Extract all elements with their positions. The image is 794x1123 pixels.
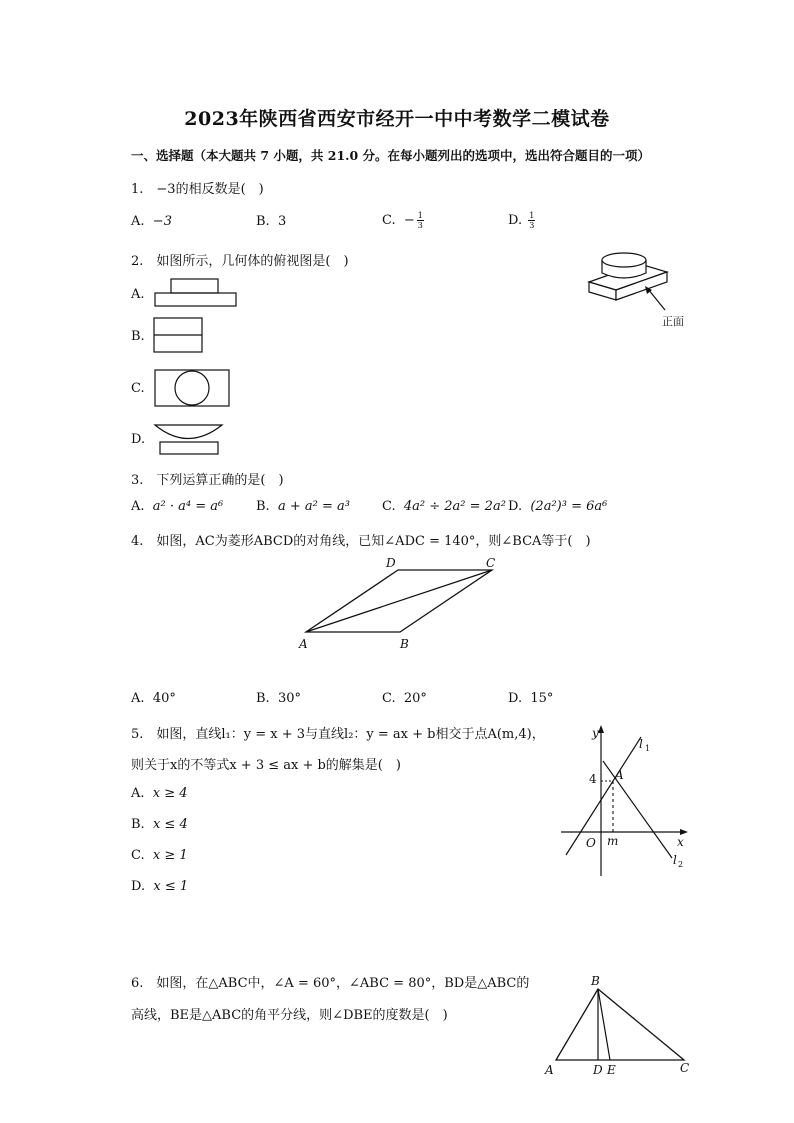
q2-stem: 2. 如图所示，几何体的俯视图是( ) — [131, 254, 349, 269]
q1-option-a: A. −3 — [131, 214, 172, 229]
intersection-label-a: A — [615, 768, 624, 782]
q4-stem: 4. 如图，AC为菱形ABCD的对角线，已知∠ADC = 140°，则∠BCA等于( ) — [131, 534, 591, 549]
section-heading: 一、选择题（本大题共 7 小题，共 21.0 分。在每小题列出的选项中，选出符合题目的一项） — [131, 148, 651, 163]
q1-option-c: C. − $\frac{1}{3}$ — [382, 211, 423, 230]
m-label: m — [607, 834, 619, 848]
l2-label: l — [673, 853, 677, 867]
tick-label-4: 4 — [589, 772, 597, 786]
y-axis-label: y — [592, 726, 599, 740]
point-label-c: C — [680, 1061, 690, 1075]
front-label: 正面 — [662, 315, 684, 328]
l2-subscript: 2 — [678, 860, 684, 869]
fraction: $\frac{1}{3}$ — [529, 211, 535, 230]
q5-option-d: D. x ≤ 1 — [131, 879, 189, 894]
q3-option-a: A. a² · a⁴ = a⁶ — [131, 499, 224, 514]
q6-stem-line2: 高线，BE是△ABC的角平分线，则∠DBE的度数是( ) — [131, 1008, 448, 1023]
q2-option-b-label: B. — [131, 329, 145, 344]
point-label-d: D — [593, 1063, 603, 1077]
q1-option-b: B. 3 — [256, 214, 287, 229]
point-label-a: A — [299, 637, 308, 651]
l1-label: l — [639, 737, 643, 751]
q3-option-c: C. 4a² ÷ 2a² = 2a² — [382, 499, 506, 514]
q4-option-a: A. 40° — [131, 691, 176, 706]
l1-subscript: 1 — [645, 744, 651, 753]
q1-stem: 1. −3的相反数是( ) — [131, 182, 264, 197]
exam-title: 2023年陕西省西安市经开一中中考数学二模试卷 — [184, 108, 610, 130]
q3-option-b: B. a + a² = a³ — [256, 499, 350, 514]
q3-stem: 3. 下列运算正确的是( ) — [131, 473, 284, 488]
x-axis-label: x — [677, 835, 684, 849]
q3-option-d: D. (2a²)³ = 6a⁶ — [508, 499, 608, 514]
q6-stem-line1: 6. 如图，在△ABC中，∠A = 60°，∠ABC = 80°，BD是△ABC的 — [131, 976, 530, 991]
origin-label: O — [586, 836, 596, 850]
q5-option-c: C. x ≥ 1 — [131, 848, 188, 863]
q5-stem-line2: 则关于x的不等式x + 3 ≤ ax + b的解集是( ) — [131, 758, 401, 773]
q5-stem-line1: 5. 如图，直线l₁：y = x + 3与直线l₂：y = ax + b相交于点A(m,4)， — [131, 727, 545, 742]
point-label-d: D — [386, 556, 396, 570]
fraction: $\frac{1}{3}$ — [417, 211, 423, 230]
point-label-e: E — [607, 1063, 616, 1077]
q5-option-a: A. x ≥ 4 — [131, 786, 188, 801]
q2-option-d-label: D. — [131, 432, 146, 447]
point-label-b: B — [591, 974, 600, 988]
point-label-a: A — [545, 1063, 554, 1077]
q4-option-c: C. 20° — [382, 691, 427, 706]
q4-option-b: B. 30° — [256, 691, 301, 706]
point-label-b: B — [400, 637, 409, 651]
q5-option-b: B. x ≤ 4 — [131, 817, 188, 832]
q1-option-d: D. $\frac{1}{3}$ — [508, 211, 535, 230]
q2-option-c-label: C. — [131, 381, 145, 396]
q4-option-d: D. 15° — [508, 691, 554, 706]
point-label-c: C — [486, 556, 496, 570]
q2-option-a-label: A. — [131, 287, 145, 302]
